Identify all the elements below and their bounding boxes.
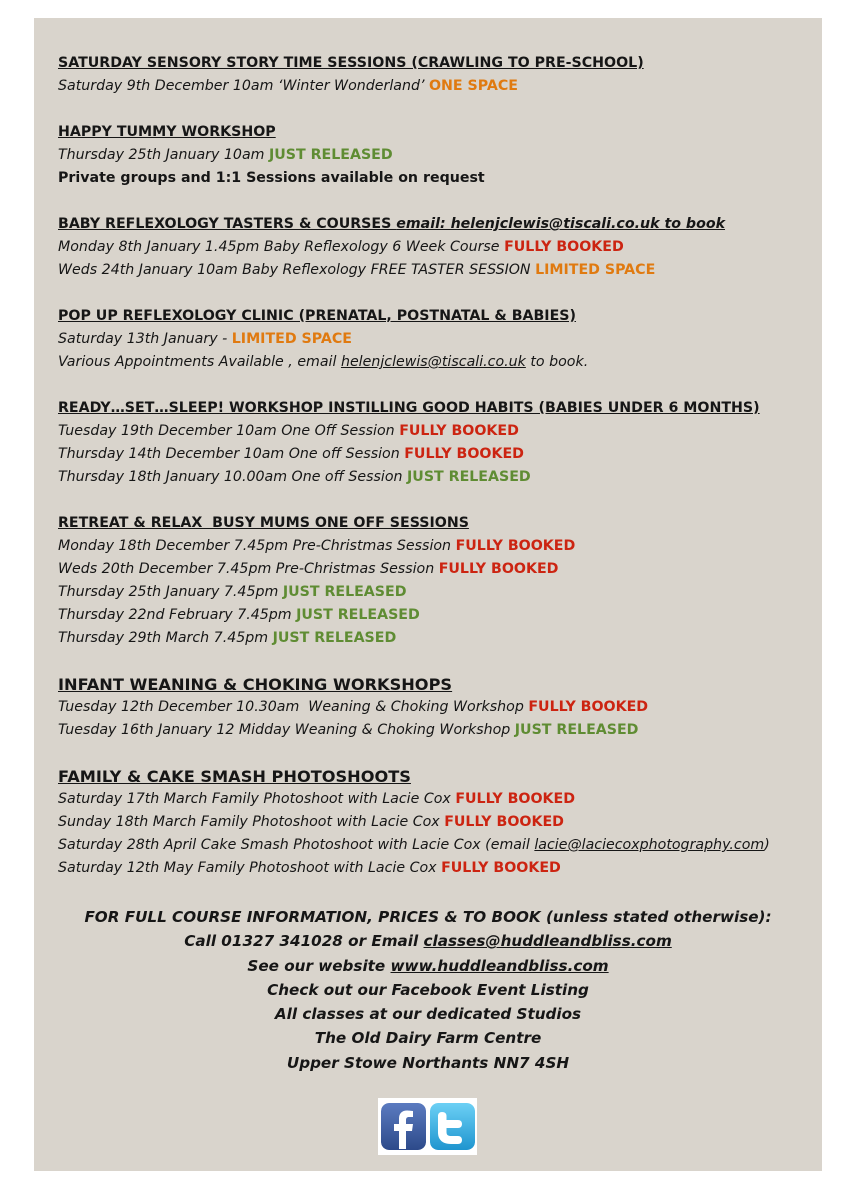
section-heading [58, 213, 818, 236]
status-badge: JUST RELEASED [272, 630, 397, 646]
booking-info-heading: FOR FULL COURSE INFORMATION, PRICES & TO BOOK (unless stated otherwise): [84, 908, 772, 926]
session-line [58, 581, 818, 604]
session-text: Thursday 25th January 10am [58, 147, 269, 163]
email-link[interactable]: helenjclewis@tiscali.co.uk [340, 354, 526, 370]
session-line [58, 443, 818, 466]
session-text: Monday 8th January 1.45pm Baby Reflexology 6 Week Course [58, 239, 505, 255]
status-badge: JUST RELEASED [282, 584, 407, 600]
email-link[interactable]: lacie@laciecoxphotography.com [534, 837, 765, 853]
call-line [34, 929, 822, 953]
session-text: Saturday 9th December 10am ‘Winter Wonderland’ [58, 78, 429, 94]
session-line [58, 857, 818, 880]
session-line [58, 535, 818, 558]
contact-footer [34, 905, 822, 1075]
status-badge: JUST RELEASED [296, 607, 420, 623]
session-line [58, 259, 818, 282]
session-text: Saturday 12th May Family Photoshoot with Lacie Cox [58, 860, 442, 876]
heading-text: BABY REFLEXOLOGY TASTERS & COURSES [58, 216, 397, 232]
status-badge: FULLY BOOKED [438, 561, 559, 577]
session-line [58, 719, 818, 742]
session-text: Saturday 17th March Family Photoshoot with Lacie Cox [58, 791, 456, 807]
session-line [58, 627, 818, 650]
session-text: Thursday 25th January 7.45pm [58, 584, 283, 600]
schedule-list [58, 52, 818, 903]
section-heading: FAMILY & CAKE SMASH PHOTOSHOOTS [58, 767, 411, 786]
appointments-text: Various Appointments Available , email [58, 354, 341, 370]
session-line [58, 604, 818, 627]
session-text: Tuesday 19th December 10am One Off Session [58, 423, 400, 439]
session-text: Weds 20th December 7.45pm Pre-Christmas Session [58, 561, 439, 577]
status-badge: FULLY BOOKED [455, 538, 576, 554]
section-heading: INFANT WEANING & CHOKING WORKSHOPS [58, 675, 453, 694]
status-badge: FULLY BOOKED [404, 446, 524, 462]
section-heading: RETREAT & RELAX BUSY MUMS ONE OFF SESSIONS [58, 515, 469, 531]
session-line [58, 420, 818, 443]
session-text: Sunday 18th March Family Photoshoot with Lacie Cox [58, 814, 445, 830]
section-heading: SATURDAY SENSORY STORY TIME SESSIONS (CRAWLING TO PRE-SCHOOL) [58, 55, 644, 71]
section-heading: HAPPY TUMMY WORKSHOP [58, 124, 276, 140]
website-text: See our website [247, 956, 391, 975]
status-badge: FULLY BOOKED [455, 791, 576, 807]
status-badge: FULLY BOOKED [441, 860, 561, 876]
session-line [58, 236, 818, 259]
social-icons [378, 1098, 477, 1155]
appointments-text-end: to book. [525, 354, 589, 370]
venue-line: The Old Dairy Farm Centre [314, 1029, 542, 1048]
session-text: Weds 24th January 10am Baby Reflexology FREE TASTER SESSION [58, 262, 536, 278]
section-happy-tummy [58, 121, 818, 190]
session-text: Monday 18th December 7.45pm Pre-Christmas Session [58, 538, 456, 554]
session-text: Thursday 29th March 7.45pm [58, 630, 273, 646]
status-badge: JUST RELEASED [407, 469, 531, 485]
session-line [58, 328, 818, 351]
session-line [58, 696, 818, 719]
session-text: Thursday 14th December 10am One off Session [58, 446, 405, 462]
website-link[interactable]: www.huddleandbliss.com [390, 956, 609, 975]
section-retreat-relax [58, 512, 818, 650]
private-groups-note: Private groups and 1:1 Sessions available on request [58, 170, 485, 186]
session-line [58, 788, 818, 811]
studios-line: All classes at our dedicated Studios [274, 1005, 582, 1024]
session-text: Saturday 13th January - [58, 331, 232, 347]
status-badge: FULLY BOOKED [528, 699, 649, 715]
session-text: Tuesday 16th January 12 Midday Weaning & Choking Workshop [58, 722, 515, 738]
appointments-line [58, 351, 818, 374]
session-line [58, 834, 818, 857]
call-text: Call 01327 341028 or Email [184, 932, 424, 951]
session-text: Thursday 22nd February 7.45pm [58, 607, 297, 623]
status-badge: JUST RELEASED [268, 147, 393, 163]
session-line [58, 811, 818, 834]
website-line [34, 954, 822, 978]
section-heading: POP UP REFLEXOLOGY CLINIC (PRENATAL, POSTNATAL & BABIES) [58, 308, 576, 324]
heading-email-note: email: helenjclewis@tiscali.co.uk to book [396, 216, 726, 232]
session-text: Tuesday 12th December 10.30am Weaning & Choking Workshop [58, 699, 529, 715]
session-line [58, 144, 818, 167]
section-pop-up-clinic [58, 305, 818, 374]
status-badge: LIMITED SPACE [231, 331, 352, 347]
status-badge: FULLY BOOKED [504, 239, 624, 255]
section-baby-reflexology [58, 213, 818, 282]
address-line: Upper Stowe Northants NN7 4SH [286, 1053, 570, 1072]
section-sensory-story-time [58, 52, 818, 98]
facebook-listing-line: Check out our Facebook Event Listing [267, 980, 589, 999]
twitter-icon[interactable] [430, 1103, 475, 1150]
session-text: Saturday 28th April Cake Smash Photoshoot with Lacie Cox (email [58, 837, 535, 853]
session-line [58, 558, 818, 581]
status-badge: FULLY BOOKED [444, 814, 564, 830]
section-ready-set-sleep [58, 397, 818, 489]
section-weaning-choking [58, 673, 818, 742]
session-text-end: ) [764, 837, 770, 853]
status-badge: ONE SPACE [428, 78, 518, 94]
status-badge: FULLY BOOKED [399, 423, 519, 439]
session-text: Thursday 18th January 10.00am One off Session [58, 469, 408, 485]
status-badge: JUST RELEASED [514, 722, 639, 738]
email-link[interactable]: classes@huddleandbliss.com [423, 932, 672, 951]
session-line [58, 466, 818, 489]
section-heading: READY…SET…SLEEP! WORKSHOP INSTILLING GOOD HABITS (BABIES UNDER 6 MONTHS) [58, 400, 760, 416]
facebook-icon[interactable] [381, 1103, 426, 1150]
section-photoshoots [58, 765, 818, 880]
session-line [58, 75, 818, 98]
status-badge: LIMITED SPACE [535, 262, 656, 278]
